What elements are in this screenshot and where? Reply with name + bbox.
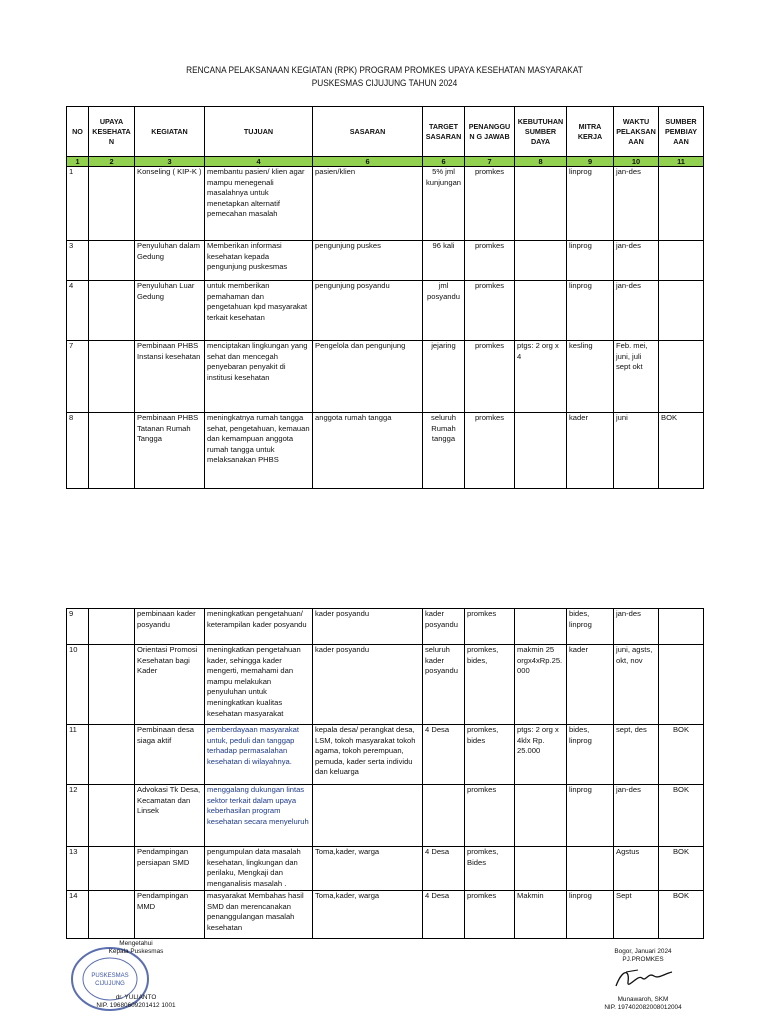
cell-upaya xyxy=(89,281,135,341)
cell-kegiatan: Pembinaan PHBS Instansi kesehatan xyxy=(135,341,205,413)
cell-waktu: jan-des xyxy=(614,609,659,645)
right-nip: NIP. 197402082008012004 xyxy=(604,1004,682,1011)
cell-mitra: bides, linprog xyxy=(567,609,614,645)
cell-pj: promkes xyxy=(465,609,515,645)
cell-mitra: linprog xyxy=(567,281,614,341)
table-row xyxy=(67,891,704,939)
cell-sasaran: anggota rumah tangga xyxy=(313,413,423,489)
cell-pj: promkes, bides, xyxy=(465,645,515,725)
cell-mitra: linprog xyxy=(567,785,614,847)
cell-tujuan: menggalang dukungan lintas sektor terkait dalam upaya keberhasilan program kesehatan secara menyeluruh xyxy=(205,785,313,847)
table-row xyxy=(67,847,704,891)
cell-pj: promkes xyxy=(465,891,515,939)
cell-kegiatan: Pembinaan PHBS Tatanan Rumah Tangga xyxy=(135,413,205,489)
cell-target: seluruh Rumah tangga xyxy=(423,413,465,489)
cell-tujuan: pemberdayaan masyarakat untuk, peduli dan tanggap terhadap permasalahan kesehatan di wilayahnya. xyxy=(205,725,313,785)
cell-kegiatan: pembinaan kader posyandu xyxy=(135,609,205,645)
cell-no: 12 xyxy=(67,785,89,847)
column-number: 1 xyxy=(67,157,89,167)
cell-sd xyxy=(515,167,567,241)
column-header: SUMBER PEMBIAY AAN xyxy=(659,107,704,157)
handwritten-signature-icon xyxy=(608,964,678,994)
cell-mitra: linprog xyxy=(567,167,614,241)
cell-sd: ptgs: 2 org x 4 xyxy=(515,341,567,413)
table-row xyxy=(67,609,704,645)
cell-sd xyxy=(515,847,567,891)
column-header: SASARAN xyxy=(313,107,423,157)
cell-waktu: juni xyxy=(614,413,659,489)
cell-sasaran: pengunjung posyandu xyxy=(313,281,423,341)
cell-tujuan: pengumpulan data masalah kesehatan, lingkungan dan perilaku, Mengkaji dan menganalisis masalah . xyxy=(205,847,313,891)
cell-sasaran: kader posyandu xyxy=(313,645,423,725)
cell-waktu: juni, agsts, okt, nov xyxy=(614,645,659,725)
cell-waktu: Sept xyxy=(614,891,659,939)
cell-target: 5% jml kunjungan xyxy=(423,167,465,241)
table-row xyxy=(67,241,704,281)
signature-area xyxy=(66,940,703,1020)
cell-sasaran: pasien/klien xyxy=(313,167,423,241)
cell-upaya xyxy=(89,847,135,891)
rpk-table-page2 xyxy=(66,608,703,939)
svg-text:PUSKESMAS: PUSKESMAS xyxy=(91,973,129,979)
cell-sasaran: Toma,kader, warga xyxy=(313,891,423,939)
left-name: dr. YULIANTO xyxy=(115,994,157,1001)
cell-waktu: Feb. mei, juni, juli sept okt xyxy=(614,341,659,413)
cell-pj: promkes xyxy=(465,167,515,241)
cell-tujuan: meningkatnya rumah tangga sehat, pengetahuan, kemauan dan kemampuan anggota rumah tangga untuk melaksanakan PHBS xyxy=(205,413,313,489)
right-name: Munawaroh, SKM xyxy=(617,996,669,1003)
cell-sd xyxy=(515,413,567,489)
left-role-1: Mengetahui xyxy=(119,940,153,947)
cell-tujuan: meningkatkan pengetahuan/ keterampilan kader posyandu xyxy=(205,609,313,645)
column-header: MITRA KERJA xyxy=(567,107,614,157)
cell-sasaran xyxy=(313,785,423,847)
cell-pj: promkes xyxy=(465,341,515,413)
column-header: KEBUTUHAN SUMBER DAYA xyxy=(515,107,567,157)
cell-mitra xyxy=(567,847,614,891)
cell-target: 4 Desa xyxy=(423,725,465,785)
cell-mitra: kesling xyxy=(567,341,614,413)
left-role-2: Kepala Puskesmas xyxy=(108,948,164,955)
left-nip: NIP. 19680609201412 1001 xyxy=(96,1002,176,1009)
cell-upaya xyxy=(89,341,135,413)
cell-target: kader posyandu xyxy=(423,609,465,645)
cell-no: 9 xyxy=(67,609,89,645)
cell-kegiatan: Pembinaan desa siaga aktif xyxy=(135,725,205,785)
cell-sumber: BOK xyxy=(659,891,704,939)
document-title xyxy=(66,64,703,90)
cell-kegiatan: Konseling ( KIP-K ) xyxy=(135,167,205,241)
table-row xyxy=(67,281,704,341)
cell-waktu: sept, des xyxy=(614,725,659,785)
column-number: 6 xyxy=(423,157,465,167)
cell-no: 7 xyxy=(67,341,89,413)
table-row xyxy=(67,645,704,725)
cell-sd: Makmin xyxy=(515,891,567,939)
cell-mitra: kader xyxy=(567,645,614,725)
cell-sasaran: Toma,kader, warga xyxy=(313,847,423,891)
column-header: TUJUAN xyxy=(205,107,313,157)
table-row xyxy=(67,167,704,241)
cell-target: seluruh kader posyandu xyxy=(423,645,465,725)
cell-target: jejaring xyxy=(423,341,465,413)
cell-tujuan: untuk memberikan pemahaman dan pengetahuan kpd masyarakat terkait kesehatan xyxy=(205,281,313,341)
cell-waktu: jan-des xyxy=(614,241,659,281)
cell-no: 1 xyxy=(67,167,89,241)
column-header: TARGET SASARAN xyxy=(423,107,465,157)
cell-sd xyxy=(515,609,567,645)
cell-no: 3 xyxy=(67,241,89,281)
cell-sd: makmin 25 orgx4xRp.25.000 xyxy=(515,645,567,725)
cell-upaya xyxy=(89,891,135,939)
title-line-2: PUSKESMAS CIJUJUNG TAHUN 2024 xyxy=(311,78,458,88)
cell-sumber xyxy=(659,281,704,341)
cell-pj: promkes xyxy=(465,785,515,847)
cell-sasaran: kepala desa/ perangkat desa, LSM, tokoh masyarakat tokoh agama, tokoh perempuan, pemuda, kader serta individu dan keluarga xyxy=(313,725,423,785)
table-row xyxy=(67,341,704,413)
cell-no: 8 xyxy=(67,413,89,489)
cell-sumber xyxy=(659,241,704,281)
column-header: WAKTU PELAKSAN AAN xyxy=(614,107,659,157)
cell-upaya xyxy=(89,609,135,645)
cell-kegiatan: Pendampingan persiapan SMD xyxy=(135,847,205,891)
cell-mitra: linprog xyxy=(567,891,614,939)
right-place-date: Bogor, Januari 2024 xyxy=(614,948,672,955)
cell-waktu: jan-des xyxy=(614,281,659,341)
cell-pj: promkes xyxy=(465,413,515,489)
cell-target: 4 Desa xyxy=(423,847,465,891)
cell-sasaran: Pengelola dan pengunjung xyxy=(313,341,423,413)
cell-kegiatan: Penyuluhan dalam Gedung xyxy=(135,241,205,281)
cell-tujuan: membantu pasien/ klien agar mampu menegenali masalahnya untuk menetapkan alternatif pemecahan masalah xyxy=(205,167,313,241)
column-header: KEGIATAN xyxy=(135,107,205,157)
cell-sasaran: pengunjung puskes xyxy=(313,241,423,281)
cell-waktu: jan-des xyxy=(614,167,659,241)
cell-upaya xyxy=(89,241,135,281)
title-line-1: RENCANA PELAKSANAAN KEGIATAN (RPK) PROGRAM PROMKES UPAYA KESEHATAN MASYARAKAT xyxy=(186,65,583,75)
cell-sumber: BOK xyxy=(659,785,704,847)
cell-waktu: jan-des xyxy=(614,785,659,847)
right-role: PJ.PROMKES xyxy=(622,956,664,963)
cell-target xyxy=(423,785,465,847)
column-number: 8 xyxy=(515,157,567,167)
cell-pj: promkes, bides xyxy=(465,725,515,785)
cell-mitra: bides, linprog xyxy=(567,725,614,785)
table-row xyxy=(67,413,704,489)
cell-sasaran: kader posyandu xyxy=(313,609,423,645)
cell-no: 14 xyxy=(67,891,89,939)
cell-sumber xyxy=(659,645,704,725)
rpk-table-page1 xyxy=(66,106,703,489)
column-number: 7 xyxy=(465,157,515,167)
cell-tujuan: Memberikan informasi kesehatan kepada pengunjung puskesmas xyxy=(205,241,313,281)
cell-pj: promkes xyxy=(465,241,515,281)
column-number: 9 xyxy=(567,157,614,167)
cell-sd: ptgs: 2 org x 4klx Rp. 25.000 xyxy=(515,725,567,785)
cell-pj: promkes, Bides xyxy=(465,847,515,891)
cell-sd xyxy=(515,241,567,281)
cell-tujuan: masyarakat Membahas hasil SMD dan merencanakan penanggulangan masalah kesehatan xyxy=(205,891,313,939)
cell-mitra: linprog xyxy=(567,241,614,281)
column-header: NO xyxy=(67,107,89,157)
column-number: 6 xyxy=(313,157,423,167)
cell-sumber xyxy=(659,167,704,241)
column-number: 10 xyxy=(614,157,659,167)
column-number: 3 xyxy=(135,157,205,167)
cell-kegiatan: Penyuluhan Luar Gedung xyxy=(135,281,205,341)
cell-upaya xyxy=(89,645,135,725)
column-number: 11 xyxy=(659,157,704,167)
cell-mitra: kader xyxy=(567,413,614,489)
cell-upaya xyxy=(89,785,135,847)
cell-no: 11 xyxy=(67,725,89,785)
cell-sd xyxy=(515,281,567,341)
cell-upaya xyxy=(89,725,135,785)
cell-kegiatan: Orientasi Promosi Kesehatan bagi Kader xyxy=(135,645,205,725)
signature-left xyxy=(66,940,206,1010)
cell-sumber xyxy=(659,609,704,645)
cell-sumber: BOK xyxy=(659,847,704,891)
cell-waktu: Agstus xyxy=(614,847,659,891)
cell-no: 13 xyxy=(67,847,89,891)
cell-sumber: BOK xyxy=(659,725,704,785)
signature-right xyxy=(583,948,703,1012)
column-number: 4 xyxy=(205,157,313,167)
cell-target: 4 Desa xyxy=(423,891,465,939)
cell-tujuan: meningkatkan pengetahuan kader, sehingga kader mengerti, memahami dan mampu melakukan penyuluhan untuk meningkatkan kualitas kesehatan masyarakat xyxy=(205,645,313,725)
cell-target: 96 kali xyxy=(423,241,465,281)
cell-sumber: BOK xyxy=(659,413,704,489)
table-row xyxy=(67,785,704,847)
cell-pj: promkes xyxy=(465,281,515,341)
column-number: 2 xyxy=(89,157,135,167)
column-header: PENANGGUN G JAWAB xyxy=(465,107,515,157)
cell-kegiatan: Pendampingan MMD xyxy=(135,891,205,939)
cell-upaya xyxy=(89,167,135,241)
cell-no: 4 xyxy=(67,281,89,341)
cell-kegiatan: Advokasi Tk Desa, Kecamatan dan Linsek xyxy=(135,785,205,847)
column-header: UPAYA KESEHATAN xyxy=(89,107,135,157)
cell-target: jml posyandu xyxy=(423,281,465,341)
svg-text:CIJUJUNG: CIJUJUNG xyxy=(95,981,125,987)
cell-upaya xyxy=(89,413,135,489)
table-row xyxy=(67,725,704,785)
cell-tujuan: menciptakan lingkungan yang sehat dan mencegah penyebaran penyakit di institusi kesehatan xyxy=(205,341,313,413)
cell-sd xyxy=(515,785,567,847)
cell-sumber xyxy=(659,341,704,413)
cell-no: 10 xyxy=(67,645,89,725)
